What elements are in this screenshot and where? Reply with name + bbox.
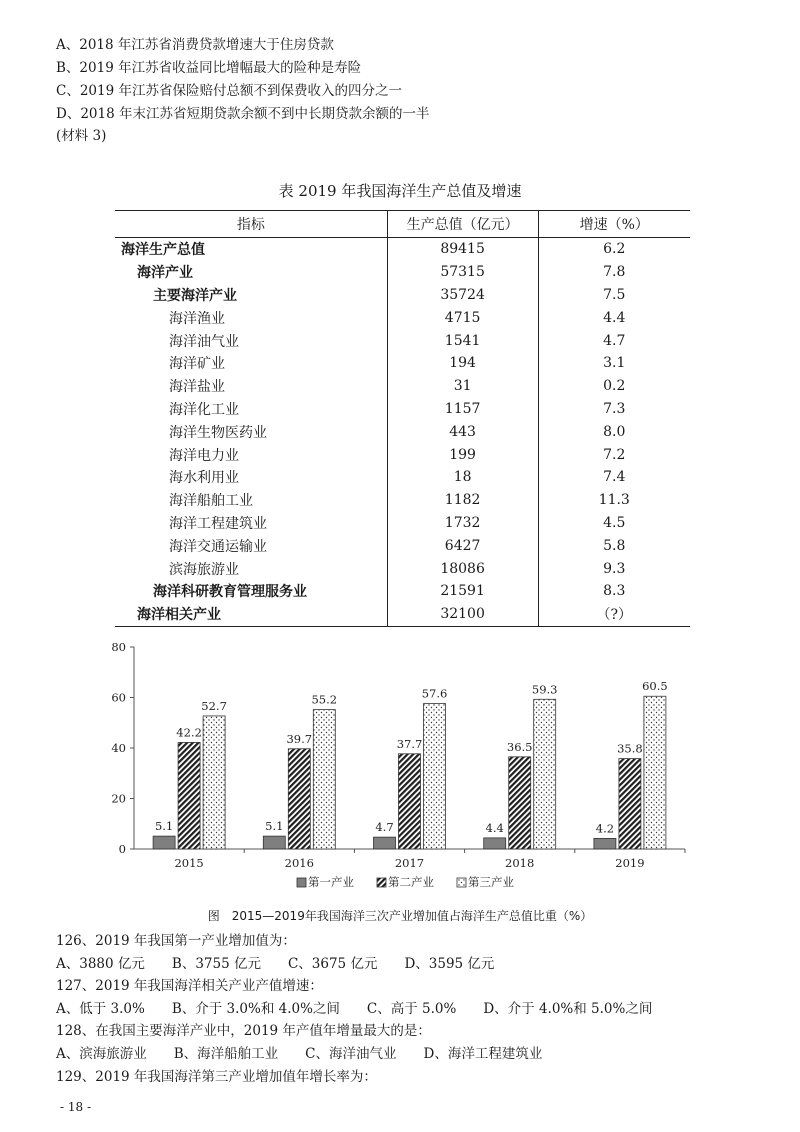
row-indicator: 海洋盐业 — [169, 379, 225, 396]
row-value: 35724 — [387, 284, 538, 307]
bar-value-label: 57.6 — [421, 686, 448, 701]
row-indicator: 滨海旅游业 — [169, 561, 239, 578]
row-indicator: 海洋生物医药业 — [169, 424, 267, 441]
row-growth: 7.5 — [538, 284, 690, 307]
row-indicator: 海洋电力业 — [169, 447, 239, 464]
table-row — [115, 352, 690, 375]
option-c: C、2019 年江苏省保险赔付总额不到保费收入的四分之一 — [56, 83, 402, 99]
bar-dots — [313, 710, 335, 849]
bar-dots — [424, 704, 446, 849]
row-indicator: 海洋油气业 — [169, 333, 239, 350]
bar-value-label: 42.2 — [176, 725, 202, 740]
row-growth: 7.2 — [538, 443, 690, 466]
bar-solid — [153, 836, 175, 849]
bar-solid — [484, 838, 506, 849]
row-growth: 3.1 — [538, 352, 690, 375]
y-tick-label: 60 — [111, 690, 126, 705]
bar-value-label: 37.7 — [396, 736, 423, 751]
material-label: (材料 3) — [56, 128, 107, 144]
row-value: 199 — [387, 443, 538, 466]
bar-value-label: 4.2 — [595, 821, 615, 836]
bar-value-label: 52.7 — [201, 698, 227, 713]
row-growth: 7.4 — [538, 466, 690, 489]
row-value: 57315 — [387, 261, 538, 284]
row-value: 1541 — [387, 329, 538, 352]
table-row — [115, 557, 690, 580]
x-tick-label: 2019 — [615, 856, 645, 870]
row-indicator: 海洋矿业 — [169, 356, 225, 373]
legend-swatch — [457, 878, 466, 887]
legend-swatch — [377, 878, 386, 887]
y-tick-label: 0 — [118, 842, 126, 856]
bar-dots — [644, 696, 666, 849]
question-129: 129、2019 年我国海洋第三产业增加值年增长率为： — [56, 1069, 377, 1085]
row-indicator: 海洋船舶工业 — [169, 493, 253, 510]
row-value: 32100 — [387, 603, 538, 626]
row-value: 443 — [387, 420, 538, 443]
row-growth: 8.0 — [538, 420, 690, 443]
row-value: 89415 — [387, 238, 538, 261]
table-row — [115, 329, 690, 352]
row-indicator: 海洋渔业 — [169, 310, 225, 327]
bar-solid — [374, 837, 396, 849]
bar-solid — [594, 838, 616, 849]
bar-hatch — [509, 757, 531, 849]
bar-value-label: 36.5 — [506, 739, 533, 754]
bar-value-label: 55.2 — [311, 692, 338, 707]
table-row — [115, 261, 690, 284]
bar-value-label: 4.4 — [485, 820, 504, 835]
row-growth: 6.2 — [538, 238, 690, 261]
bar-value-label: 5.1 — [154, 819, 174, 834]
bar-value-label: 35.8 — [617, 741, 643, 756]
y-tick-label: 20 — [111, 791, 126, 806]
row-growth: 7.8 — [538, 261, 690, 284]
row-indicator: 海洋相关产业 — [115, 603, 387, 626]
bar-hatch — [619, 759, 641, 849]
row-value: 1182 — [387, 489, 538, 512]
option-a: A、2018 年江苏省消费贷款增速大于住房贷款 — [56, 37, 334, 53]
x-tick-label: 2015 — [174, 856, 204, 870]
table-row — [115, 420, 690, 443]
table-row — [115, 534, 690, 557]
table-row — [115, 238, 690, 261]
row-indicator: 海洋生产总值 — [121, 242, 205, 259]
table-header-row — [115, 211, 690, 238]
table-row — [115, 580, 690, 603]
bar-value-label: 59.3 — [531, 682, 558, 697]
legend-label: 第二产业 — [388, 875, 434, 889]
x-tick-label: 2017 — [394, 856, 425, 870]
question-126: 126、2019 年我国第一产业增加值为： — [56, 933, 296, 949]
row-growth: 0.2 — [538, 375, 690, 398]
bar-solid — [263, 836, 285, 849]
bar-dots — [203, 716, 225, 849]
row-growth: 5.8 — [538, 534, 690, 557]
row-indicator: 海水利用业 — [169, 470, 239, 487]
industry-share-bar-chart — [100, 636, 700, 901]
bar-dots — [534, 699, 556, 849]
question-128: 128、在我国主要海洋产业中，2019 年产值年增量最大的是： — [56, 1023, 431, 1039]
option-b: B、2019 年江苏省收益同比增幅最大的险种是寿险 — [56, 60, 362, 76]
question-127: 127、2019 年我国海洋相关产业产值增速： — [56, 978, 323, 994]
row-value: 1157 — [387, 398, 538, 421]
row-value: 1732 — [387, 512, 538, 535]
page-number: - 18 - — [60, 1100, 92, 1114]
header-indicator: 指标 — [115, 211, 387, 238]
legend-label: 第一产业 — [308, 875, 354, 889]
row-value: 18086 — [387, 557, 538, 580]
header-value: 生产总值（亿元） — [387, 211, 538, 238]
row-indicator: 海洋交通运输业 — [169, 538, 267, 555]
bar-value-label: 60.5 — [642, 679, 668, 694]
table-row — [115, 603, 690, 626]
table-row — [115, 443, 690, 466]
table-row — [115, 398, 690, 421]
table-row — [115, 375, 690, 398]
row-value: 21591 — [387, 580, 538, 603]
table-row — [115, 489, 690, 512]
bar-hatch — [399, 754, 421, 849]
row-growth: 4.5 — [538, 512, 690, 535]
row-value: 18 — [387, 466, 538, 489]
table-row — [115, 284, 690, 307]
row-growth: 11.3 — [538, 489, 690, 512]
question-126-options: A、3880 亿元 B、3755 亿元 C、3675 亿元 D、3595 亿元 — [56, 956, 495, 972]
x-tick-label: 2016 — [284, 856, 314, 870]
data-table — [115, 210, 690, 627]
bar-value-label: 5.1 — [265, 819, 284, 834]
row-indicator: 海洋化工业 — [169, 401, 239, 418]
y-tick-label: 40 — [111, 741, 126, 755]
y-tick-label: 80 — [111, 640, 126, 654]
row-value: 6427 — [387, 534, 538, 557]
legend-label: 第三产业 — [468, 875, 514, 889]
option-d: D、2018 年末江苏省短期贷款余额不到中长期贷款余额的一半 — [56, 106, 430, 122]
chart-caption: 图 2015—2019年我国海洋三次产业增加值占海洋生产总值比重（%） — [207, 909, 593, 923]
row-value: 31 — [387, 375, 538, 398]
row-indicator: 海洋工程建筑业 — [169, 515, 267, 532]
row-growth: 4.7 — [538, 329, 690, 352]
row-growth: （?） — [538, 603, 690, 626]
row-indicator: 海洋产业 — [137, 265, 193, 282]
x-tick-label: 2018 — [505, 856, 535, 870]
bar-hatch — [178, 742, 200, 849]
row-growth: 8.3 — [538, 580, 690, 603]
row-value: 194 — [387, 352, 538, 375]
bar-value-label: 4.7 — [375, 820, 394, 835]
table-row — [115, 306, 690, 329]
row-indicator: 主要海洋产业 — [153, 287, 237, 304]
table-row — [115, 466, 690, 489]
table-row — [115, 512, 690, 535]
row-indicator: 海洋科研教育管理服务业 — [153, 584, 307, 601]
question-128-options: A、滨海旅游业 B、海洋船舶工业 C、海洋油气业 D、海洋工程建筑业 — [56, 1046, 543, 1062]
bar-hatch — [288, 749, 310, 849]
question-127-options: A、低于 3.0% B、介于 3.0%和 4.0%之间 C、高于 5.0% D、介于 4.0%和 5.0%之间 — [56, 1001, 653, 1017]
row-growth: 9.3 — [538, 557, 690, 580]
row-growth: 7.3 — [538, 398, 690, 421]
legend-swatch — [297, 878, 306, 887]
bar-value-label: 39.7 — [286, 731, 313, 746]
header-growth: 增速（%） — [538, 211, 690, 238]
row-growth: 4.4 — [538, 306, 690, 329]
table-title: 表 2019 年我国海洋生产总值及增速 — [278, 182, 522, 200]
row-value: 4715 — [387, 306, 538, 329]
